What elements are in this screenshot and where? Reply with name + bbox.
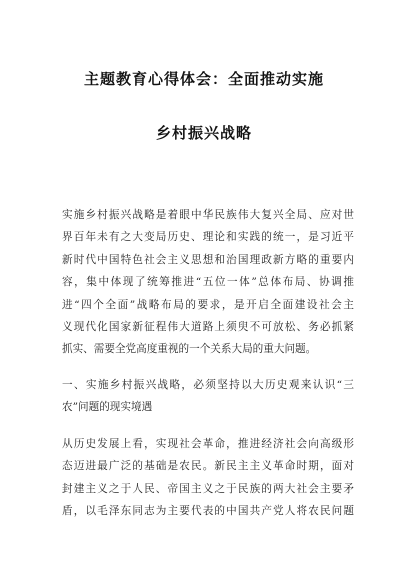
- document-title-line-2: 乡村振兴战略: [155, 124, 252, 142]
- document-title-line-1: 主题教育心得体会：全面推动实施: [83, 70, 324, 88]
- text-line: 新时代中国特色社会主义思想和治国理政新方略的重要内: [62, 253, 354, 266]
- text-line: 盾，以毛泽东同志为主要代表的中国共产党人将农民问题: [62, 505, 354, 518]
- text-line: 实施乡村振兴战略是着眼中华民族伟大复兴全局、应对世: [62, 209, 354, 221]
- intro-paragraph: [62, 204, 354, 361]
- text-line: 义现代化国家新征程伟大道路上须臾不可放松、务必抓紧: [62, 321, 354, 334]
- text-line: 一、实施乡村振兴战略，必须坚持以大历史观来认识“三: [62, 379, 354, 391]
- text-line: 农”问题的现实境遇: [62, 401, 153, 414]
- text-line: 进“四个全面”战略布局的要求，是开启全面建设社会主: [62, 298, 354, 311]
- text-line: 容，集中体现了统筹推进“五位一体”总体布局、协调推: [62, 276, 354, 289]
- text-line: 封建主义之于人民、帝国主义之于民族的两大社会主要矛: [62, 482, 354, 495]
- text-line: 界百年未有之大变局历史、理论和实践的统一，是习近平: [62, 231, 354, 244]
- text-line: 从历史发展上看，实现社会革命，推进经济社会向高级形: [62, 438, 354, 450]
- text-line: 抓实、需要全党高度重视的一个关系大局的重大问题。: [62, 343, 317, 356]
- body-paragraph: [62, 433, 354, 523]
- section-heading: [62, 374, 354, 419]
- text-line: 态迈进最广泛的基础是农民。新民主主义革命时期，面对: [62, 460, 354, 473]
